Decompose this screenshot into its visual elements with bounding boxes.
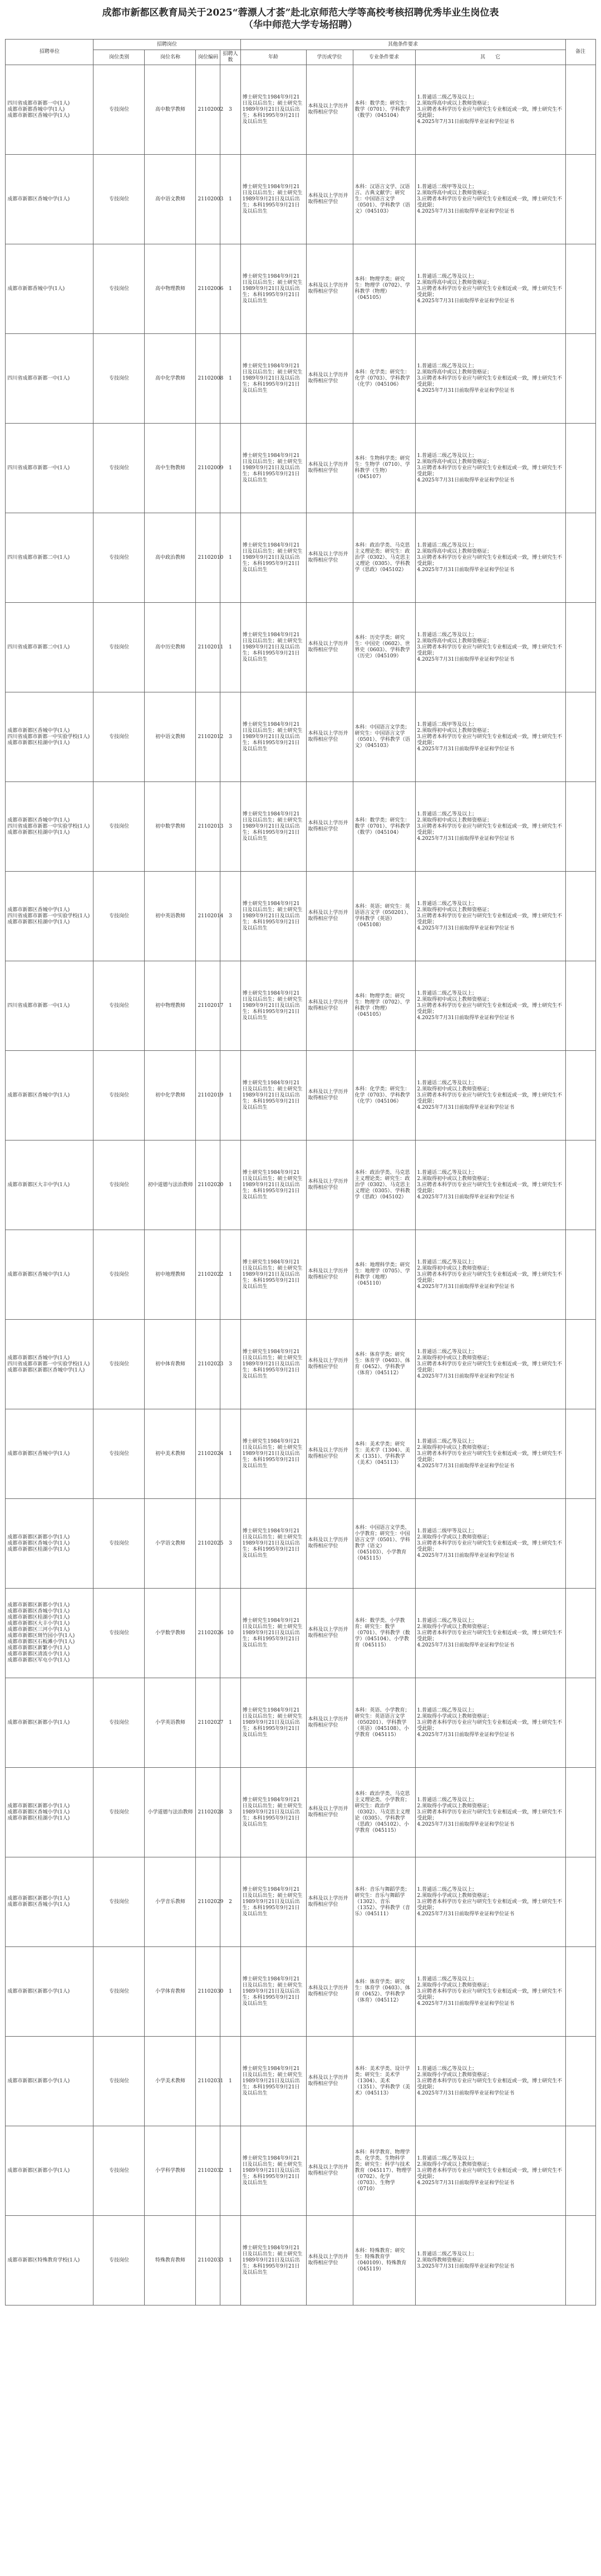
degree-cell: 本科及以上学历并取得相应学位 (306, 1409, 353, 1499)
post-type-cell: 专技岗位 (93, 782, 145, 872)
post-type-cell: 专技岗位 (93, 2216, 145, 2305)
header-other: 其 它 (415, 50, 565, 65)
post-name-cell: 高中历史教师 (145, 603, 196, 692)
count-cell: 3 (220, 1768, 240, 1857)
header-degree: 学历或学位 (306, 50, 353, 65)
age-cell: 博士研究生1984年9月21日及以后出生；硕士研究生1989年9月21日及以后出生；本科1995年9月21日及以后出生 (240, 1768, 306, 1857)
major-cell: 本科：物理学类；研究生：物理学（0702）、学科教学（物理）（045105） (353, 961, 415, 1051)
age-cell: 博士研究生1984年9月21日及以后出生；硕士研究生1989年9月21日及以后出生；本科1995年9月21日及以后出生 (240, 1051, 306, 1140)
other-cell: 1.普通话二级乙等及以上； 2.须取得初中或以上教师资格证； 3.应聘者本科学历专业应与研究生专业相近或一致，博士研究生不受此限； 4.2025年7月31日前取得毕业证和学位证书 (415, 782, 565, 872)
post-code-cell: 21102030 (196, 1947, 220, 2037)
major-cell: 本科：历史学类；研究生：中国史（0602）、世界史（0603）、学科教学（历史）（045109） (353, 603, 415, 692)
remark-cell (565, 244, 595, 334)
age-cell: 博士研究生1984年9月21日及以后出生；硕士研究生1989年9月21日及以后出生；本科1995年9月21日及以后出生 (240, 244, 306, 334)
unit-cell: 成都市新都区新都小学(1人) (6, 2037, 93, 2126)
header-count: 招聘人数 (220, 50, 240, 65)
unit-cell: 四川省成都市新都一中(1人) (6, 961, 93, 1051)
post-name-cell: 初中物理教师 (145, 961, 196, 1051)
post-type-cell: 专技岗位 (93, 961, 145, 1051)
degree-cell: 本科及以上学历并取得相应学位 (306, 65, 353, 155)
remark-cell (565, 2126, 595, 2216)
post-name-cell: 高中生物教师 (145, 424, 196, 513)
major-cell: 本科：中国语言文学类；研究生：中国语言文学（0501）、学科教学（语文）（045103） (353, 692, 415, 782)
table-row (6, 961, 595, 1051)
table-row (6, 1051, 595, 1140)
major-cell: 本科：政治学类、马克思主义理论类；研究生：政治学（0302）、马克思主义理论（0305）、学科教学（思政）（045102） (353, 513, 415, 603)
degree-cell: 本科及以上学历并取得相应学位 (306, 1140, 353, 1230)
degree-cell: 本科及以上学历并取得相应学位 (306, 1589, 353, 1678)
table-row (6, 1589, 595, 1678)
age-cell: 博士研究生1984年9月21日及以后出生；硕士研究生1989年9月21日及以后出生；本科1995年9月21日及以后出生 (240, 65, 306, 155)
table-row (6, 155, 595, 244)
other-cell: 1.普通话二级乙等及以上； 2.须取得小学或以上教师资格证； 3.应聘者本科学历专业应与研究生专业相近或一致，博士研究生不受此限； 4.2025年7月31日前取得毕业证和学位证书 (415, 1768, 565, 1857)
major-cell: 本科：英语；研究生：英语语言文学（050201）、学科教学（英语）（045108） (353, 872, 415, 961)
header-post-type: 岗位类别 (93, 50, 145, 65)
count-cell: 2 (220, 1857, 240, 1947)
post-code-cell: 21102023 (196, 1320, 220, 1409)
other-cell: 1.普通话二级乙等及以上； 2.须取得初中或以上教师资格证； 3.应聘者本科学历专业应与研究生专业相近或一致，博士研究生不受此限； 4.2025年7月31日前取得毕业证和学位证书 (415, 1140, 565, 1230)
table-row (6, 1499, 595, 1589)
degree-cell: 本科及以上学历并取得相应学位 (306, 1947, 353, 2037)
age-cell: 博士研究生1984年9月21日及以后出生；硕士研究生1989年9月21日及以后出生；本科1995年9月21日及以后出生 (240, 1409, 306, 1499)
post-name-cell: 高中语文教师 (145, 155, 196, 244)
other-cell: 1.普通话二级乙等及以上； 2.须取得初中或以上教师资格证； 3.应聘者本科学历专业应与研究生专业相近或一致，博士研究生不受此限； 4.2025年7月31日前取得毕业证和学位证书 (415, 1320, 565, 1409)
remark-cell (565, 1678, 595, 1768)
post-code-cell: 21102033 (196, 2216, 220, 2305)
degree-cell: 本科及以上学历并取得相应学位 (306, 692, 353, 782)
other-cell: 1.普通话二级乙等及以上； 2.须取得初中或以上教师资格证； 3.应聘者本科学历专业应与研究生专业相近或一致，博士研究生不受此限； 4.2025年7月31日前取得毕业证和学位证书 (415, 1409, 565, 1499)
remark-cell (565, 1768, 595, 1857)
post-type-cell: 专技岗位 (93, 1051, 145, 1140)
table-row (6, 782, 595, 872)
post-code-cell: 21102020 (196, 1140, 220, 1230)
table-row (6, 1320, 595, 1409)
count-cell: 3 (220, 872, 240, 961)
major-cell: 本科：英语、小学教育；研究生：英语语言文学（050201）、学科教学（英语）（045108）、小学教育（045115） (353, 1678, 415, 1768)
unit-cell: 成都市新都区香城中学(1人) 四川省成都市新都一中实验学校(1人) 成都市新都区桂湖中学(1人) (6, 782, 93, 872)
major-cell: 本科：美术学类、设计学类；研究生：美术学（1304）、美术（1351）、学科教学（美术）（045113） (353, 2037, 415, 2126)
other-cell: 1.普通话二级乙等及以上； 2.须取得高中或以上教师资格证； 3.应聘者本科学历专业应与研究生专业相近或一致，博士研究生不受此限； 4.2025年7月31日前取得毕业证和学位证书 (415, 334, 565, 424)
degree-cell: 本科及以上学历并取得相应学位 (306, 155, 353, 244)
post-name-cell: 初中体育教师 (145, 1320, 196, 1409)
unit-cell: 成都市新都区香城中学(1人) 四川省成都市新都一中实验学校(1人) 成都市新都区新都区香城中学(1人) (6, 1320, 93, 1409)
post-name-cell: 初中化学教师 (145, 1051, 196, 1140)
post-type-cell: 专技岗位 (93, 692, 145, 782)
remark-cell (565, 1051, 595, 1140)
major-cell: 本科：美术学类；研究生：美术学（1304）、美术（1351）、学科教学（美术）（045113） (353, 1409, 415, 1499)
post-type-cell: 专技岗位 (93, 1499, 145, 1589)
post-name-cell: 高中数学教师 (145, 65, 196, 155)
post-code-cell: 21102013 (196, 782, 220, 872)
age-cell: 博士研究生1984年9月21日及以后出生；硕士研究生1989年9月21日及以后出生；本科1995年9月21日及以后出生 (240, 1320, 306, 1409)
remark-cell (565, 1499, 595, 1589)
major-cell: 本科：汉语言文学、汉语言、古典文献学；研究生：中国语言文学（0501）、学科教学（语文）（045103） (353, 155, 415, 244)
degree-cell: 本科及以上学历并取得相应学位 (306, 603, 353, 692)
remark-cell (565, 872, 595, 961)
age-cell: 博士研究生1984年9月21日及以后出生；硕士研究生1989年9月21日及以后出生；本科1995年9月21日及以后出生 (240, 872, 306, 961)
post-type-cell: 专技岗位 (93, 1320, 145, 1409)
degree-cell: 本科及以上学历并取得相应学位 (306, 961, 353, 1051)
count-cell: 1 (220, 961, 240, 1051)
unit-cell: 成都市新都香城中学(1人) (6, 244, 93, 334)
remark-cell (565, 782, 595, 872)
degree-cell: 本科及以上学历并取得相应学位 (306, 1230, 353, 1320)
post-name-cell: 初中地理教师 (145, 1230, 196, 1320)
title-line-1: 成都市新都区教育局关于2025“蓉漂人才荟”赴北京师范大学等高校考核招聘优秀毕业生岗位表 (102, 7, 499, 18)
age-cell: 博士研究生1984年9月21日及以后出生；硕士研究生1989年9月21日及以后出生；本科1995年9月21日及以后出生 (240, 1947, 306, 2037)
unit-cell: 四川省成都市新都一中(1人) (6, 424, 93, 513)
major-cell: 本科：特殊教育；研究生：特殊教育学（040109）、特殊教育（045119） (353, 2216, 415, 2305)
major-cell: 本科：中国语言文学类、小学教育；研究生：中国语言文学（0501）、学科教学（语文）（045103）、小学教育（045115） (353, 1499, 415, 1589)
degree-cell: 本科及以上学历并取得相应学位 (306, 782, 353, 872)
post-code-cell: 21102011 (196, 603, 220, 692)
other-cell: 1.普通话二级乙等及以上； 2.须取得高中或以上教师资格证； 3.应聘者本科学历专业应与研究生专业相近或一致，博士研究生不受此限； 4.2025年7月31日前取得毕业证和学位证书 (415, 513, 565, 603)
major-cell: 本科：化学类；研究生：化学（0703）、学科教学（化学）（045106） (353, 1051, 415, 1140)
post-name-cell: 小学语文教师 (145, 1499, 196, 1589)
degree-cell: 本科及以上学历并取得相应学位 (306, 1857, 353, 1947)
post-name-cell: 高中化学教师 (145, 334, 196, 424)
remark-cell (565, 1947, 595, 2037)
table-row (6, 65, 595, 155)
age-cell: 博士研究生1984年9月21日及以后出生；硕士研究生1989年9月21日及以后出生；本科1995年9月21日及以后出生 (240, 513, 306, 603)
header-major: 专业条件要求 (353, 50, 415, 65)
count-cell: 1 (220, 1678, 240, 1768)
count-cell: 1 (220, 334, 240, 424)
post-type-cell: 专技岗位 (93, 1947, 145, 2037)
table-row (6, 603, 595, 692)
header-cond-group: 其他条件要求 (240, 40, 565, 50)
other-cell: 1.普通话二级乙等及以上； 2.须取得高中或以上教师资格证； 3.应聘者本科学历专业应与研究生专业相近或一致，博士研究生不受此限； 4.2025年7月31日前取得毕业证和学位证书 (415, 244, 565, 334)
post-name-cell: 小学数学教师 (145, 1589, 196, 1678)
count-cell: 1 (220, 1230, 240, 1320)
post-type-cell: 专技岗位 (93, 424, 145, 513)
count-cell: 3 (220, 65, 240, 155)
post-type-cell: 专技岗位 (93, 1678, 145, 1768)
age-cell: 博士研究生1984年9月21日及以后出生；硕士研究生1989年9月21日及以后出生；本科1995年9月21日及以后出生 (240, 603, 306, 692)
age-cell: 博士研究生1984年9月21日及以后出生；硕士研究生1989年9月21日及以后出生；本科1995年9月21日及以后出生 (240, 961, 306, 1051)
count-cell: 3 (220, 692, 240, 782)
table-row (6, 2216, 595, 2305)
unit-cell: 成都市新都区特殊教育学校(1人) (6, 2216, 93, 2305)
post-type-cell: 专技岗位 (93, 65, 145, 155)
unit-cell: 成都市新都区新都小学(1人) 成都市新都区香城小学(1人) 成都市新都区桂湖小学(1人) (6, 1768, 93, 1857)
degree-cell: 本科及以上学历并取得相应学位 (306, 1499, 353, 1589)
post-type-cell: 专技岗位 (93, 155, 145, 244)
age-cell: 博士研究生1984年9月21日及以后出生；硕士研究生1989年9月21日及以后出生；本科1995年9月21日及以后出生 (240, 1230, 306, 1320)
post-type-cell: 专技岗位 (93, 1857, 145, 1947)
post-name-cell: 初中数学教师 (145, 782, 196, 872)
post-name-cell: 小学美术教师 (145, 2037, 196, 2126)
degree-cell: 本科及以上学历并取得相应学位 (306, 872, 353, 961)
post-type-cell: 专技岗位 (93, 1230, 145, 1320)
unit-cell: 成都市新都区新都小学(1人) 成都市新都区香城小学(1人) 成都市新都区桂湖小学(1人) (6, 1499, 93, 1589)
header-remark: 备注 (565, 40, 595, 65)
count-cell: 1 (220, 1947, 240, 2037)
post-type-cell: 专技岗位 (93, 244, 145, 334)
post-type-cell: 专技岗位 (93, 2037, 145, 2126)
unit-cell: 四川省成都市新都二中(1人) (6, 603, 93, 692)
table-row (6, 1140, 595, 1230)
table-row (6, 513, 595, 603)
table-row (6, 1768, 595, 1857)
degree-cell: 本科及以上学历并取得相应学位 (306, 1320, 353, 1409)
post-name-cell: 特殊教育教师 (145, 2216, 196, 2305)
post-code-cell: 21102029 (196, 1857, 220, 1947)
unit-cell: 成都市新都区香城中学(1人) (6, 155, 93, 244)
degree-cell: 本科及以上学历并取得相应学位 (306, 424, 353, 513)
remark-cell (565, 334, 595, 424)
age-cell: 博士研究生1984年9月21日及以后出生；硕士研究生1989年9月21日及以后出生；本科1995年9月21日及以后出生 (240, 334, 306, 424)
age-cell: 博士研究生1984年9月21日及以后出生；硕士研究生1989年9月21日及以后出生；本科1995年9月21日及以后出生 (240, 2037, 306, 2126)
title-line-2: （华中师范大学专场招聘） (244, 19, 357, 31)
count-cell: 1 (220, 2216, 240, 2305)
age-cell: 博士研究生1984年9月21日及以后出生；硕士研究生1989年9月21日及以后出生；本科1995年9月21日及以后出生 (240, 1499, 306, 1589)
post-code-cell: 21102027 (196, 1678, 220, 1768)
post-name-cell: 小学音乐教师 (145, 1857, 196, 1947)
major-cell: 本科：科学教育、物理学类、化学类、生物科学类；研究生：科学与技术教育（045117）、物理学（0702）、化学（0703）、生物学（0710） (353, 2126, 415, 2216)
post-code-cell: 21102008 (196, 334, 220, 424)
other-cell: 1.普通话二级乙等及以上； 2.须取得初中或以上教师资格证； 3.应聘者本科学历专业应与研究生专业相近或一致，博士研究生不受此限； 4.2025年7月31日前取得毕业证和学位证书 (415, 961, 565, 1051)
remark-cell (565, 513, 595, 603)
unit-cell: 成都市新都区香城中学(1人) 四川省成都市新都一中实验学校(1人) 成都市新都区桂湖中学(1人) (6, 872, 93, 961)
unit-cell: 成都市新都区香城中学(1人) 四川省成都市新都一中实验学校(1人) 成都市新都区桂湖中学(1人) (6, 692, 93, 782)
post-code-cell: 21102022 (196, 1230, 220, 1320)
post-name-cell: 小学体育教师 (145, 1947, 196, 2037)
table-row (6, 2126, 595, 2216)
table-row (6, 1678, 595, 1768)
degree-cell: 本科及以上学历并取得相应学位 (306, 513, 353, 603)
page-title (0, 0, 601, 31)
count-cell: 1 (220, 2037, 240, 2126)
post-name-cell: 初中语文教师 (145, 692, 196, 782)
unit-cell: 成都市新都区新都小学(1人) 成都市新都区香城小学(1人) (6, 1857, 93, 1947)
remark-cell (565, 1140, 595, 1230)
table-row (6, 2037, 595, 2126)
major-cell: 本科：政治学类、马克思主义理论类；研究生：政治学（0302）、马克思主义理论（0305）、学科教学（思政）（045102） (353, 1140, 415, 1230)
other-cell: 1.普通话二级乙等及以上； 2.须取得高中或以上教师资格证； 3.应聘者本科学历专业应与研究生专业相近或一致，博士研究生不受此限； 4.2025年7月31日前取得毕业证和学位证书 (415, 603, 565, 692)
post-type-cell: 专技岗位 (93, 872, 145, 961)
degree-cell: 本科及以上学历并取得相应学位 (306, 2216, 353, 2305)
post-code-cell: 21102003 (196, 155, 220, 244)
other-cell: 1.普通话二级乙等及以上； 2.须取得小学或以上教师资格证； 3.应聘者本科学历专业应与研究生专业相近或一致，博士研究生不受此限； 4.2025年7月31日前取得毕业证和学位证书 (415, 2126, 565, 2216)
remark-cell (565, 65, 595, 155)
post-name-cell: 初中道德与法治教师 (145, 1140, 196, 1230)
other-cell: 1.普通话二级甲等及以上； 2.须取得小学或以上教师资格证； 3.应聘者本科学历专业应与研究生专业相近或一致，博士研究生不受此限； 4.2025年7月31日前取得毕业证和学位证书 (415, 1499, 565, 1589)
table-row (6, 424, 595, 513)
age-cell: 博士研究生1984年9月21日及以后出生；硕士研究生1989年9月21日及以后出生；本科1995年9月21日及以后出生 (240, 1140, 306, 1230)
other-cell: 1.普通话二级乙等及以上； 2.须取得小学或以上教师资格证； 3.应聘者本科学历专业应与研究生专业相近或一致，博士研究生不受此限； 4.2025年7月31日前取得毕业证和学位证书 (415, 2037, 565, 2126)
post-code-cell: 21102026 (196, 1589, 220, 1678)
age-cell: 博士研究生1984年9月21日及以后出生；硕士研究生1989年9月21日及以后出生；本科1995年9月21日及以后出生 (240, 1678, 306, 1768)
other-cell: 1.普通话二级甲等及以上； 2.须取得高中或以上教师资格证； 3.应聘者本科学历专业应与研究生专业相近或一致，博士研究生不受此限； 4.2025年7月31日前取得毕业证和学位证书 (415, 155, 565, 244)
table-row (6, 872, 595, 961)
remark-cell (565, 155, 595, 244)
major-cell: 本科：地理科学类；研究生：地理学（0705）、学科教学（地理）（045110） (353, 1230, 415, 1320)
major-cell: 本科：政治学类、马克思主义理论类、小学教育；研究生：政治学（0302）、马克思主义理论（0305）、学科教学（思政）（045102）、小学教育（045115） (353, 1768, 415, 1857)
unit-cell: 成都市新都区新都小学(1人) (6, 1678, 93, 1768)
count-cell: 1 (220, 244, 240, 334)
post-code-cell: 21102024 (196, 1409, 220, 1499)
header-unit: 招聘单位 (6, 40, 93, 65)
age-cell: 博士研究生1984年9月21日及以后出生；硕士研究生1989年9月21日及以后出生；本科1995年9月21日及以后出生 (240, 2216, 306, 2305)
other-cell: 1.普通话二级甲等及以上； 2.须取得初中或以上教师资格证； 3.应聘者本科学历专业应与研究生专业相近或一致，博士研究生不受此限； 4.2025年7月31日前取得毕业证和学位证书 (415, 692, 565, 782)
unit-cell: 成都市新都区新都小学(1人) (6, 2126, 93, 2216)
post-code-cell: 21102025 (196, 1499, 220, 1589)
count-cell: 1 (220, 603, 240, 692)
table-row (6, 1230, 595, 1320)
unit-cell: 成都市新都区大丰中学(1人) (6, 1140, 93, 1230)
other-cell: 1.普通话二级乙等及以上； 2.须取得小学或以上教师资格证； 3.应聘者本科学历专业应与研究生专业相近或一致，博士研究生不受此限； 4.2025年7月31日前取得毕业证和学位证书 (415, 1857, 565, 1947)
remark-cell (565, 1409, 595, 1499)
major-cell: 本科：数学类；研究生：数学（0701）、学科教学（数学）（045104） (353, 782, 415, 872)
remark-cell (565, 1589, 595, 1678)
age-cell: 博士研究生1984年9月21日及以后出生；硕士研究生1989年9月21日及以后出生；本科1995年9月21日及以后出生 (240, 692, 306, 782)
degree-cell: 本科及以上学历并取得相应学位 (306, 2126, 353, 2216)
post-code-cell: 21102014 (196, 872, 220, 961)
table-row (6, 1857, 595, 1947)
other-cell: 1.普通话二级乙等及以上； 2.须取得高中或以上教师资格证； 3.应聘者本科学历专业应与研究生专业相近或一致，博士研究生不受此限； 4.2025年7月31日前取得毕业证和学位证书 (415, 424, 565, 513)
count-cell: 1 (220, 513, 240, 603)
unit-cell: 成都市新都区香城中学(1人) (6, 1051, 93, 1140)
major-cell: 本科：体育学类；研究生：体育学（0403）、体育（0452）、学科教学（体育）（045112） (353, 1947, 415, 2037)
count-cell: 1 (220, 2126, 240, 2216)
degree-cell: 本科及以上学历并取得相应学位 (306, 334, 353, 424)
header-post-code: 岗位编码 (196, 50, 220, 65)
header-age: 年龄 (240, 50, 306, 65)
unit-cell: 成都市新都区新都小学(1人) (6, 1947, 93, 2037)
other-cell: 1.普通话二级乙等及以上； 2.须取得初中或以上教师资格证； 3.应聘者本科学历专业应与研究生专业相近或一致，博士研究生不受此限； 4.2025年7月31日前取得毕业证和学位证书 (415, 1230, 565, 1320)
unit-cell: 四川省成都市新都一中(1人) (6, 334, 93, 424)
count-cell: 1 (220, 1051, 240, 1140)
major-cell: 本科：数学类、小学教育；研究生：数学（0701）、学科教学（数学）（045104）、小学教育（045115） (353, 1589, 415, 1678)
post-type-cell: 专技岗位 (93, 2126, 145, 2216)
count-cell: 3 (220, 1499, 240, 1589)
post-type-cell: 专技岗位 (93, 603, 145, 692)
other-cell: 1.普通话二级乙等及以上； 2.须取得小学或以上教师资格证； 3.应聘者本科学历专业应与研究生专业相近或一致，博士研究生不受此限； 4.2025年7月31日前取得毕业证和学位证书 (415, 1678, 565, 1768)
degree-cell: 本科及以上学历并取得相应学位 (306, 244, 353, 334)
degree-cell: 本科及以上学历并取得相应学位 (306, 1051, 353, 1140)
remark-cell (565, 424, 595, 513)
age-cell: 博士研究生1984年9月21日及以后出生；硕士研究生1989年9月21日及以后出生；本科1995年9月21日及以后出生 (240, 424, 306, 513)
count-cell: 3 (220, 1320, 240, 1409)
post-name-cell: 小学科学教师 (145, 2126, 196, 2216)
post-type-cell: 专技岗位 (93, 334, 145, 424)
age-cell: 博士研究生1984年9月21日及以后出生；硕士研究生1989年9月21日及以后出生；本科1995年9月21日及以后出生 (240, 1589, 306, 1678)
post-code-cell: 21102019 (196, 1051, 220, 1140)
post-name-cell: 高中物理教师 (145, 244, 196, 334)
other-cell: 1.普通话二级乙等及以上； 2.须取得小学或以上教师资格证； 3.应聘者本科学历专业应与研究生专业相近或一致，博士研究生不受此限； 4.2025年7月31日前取得毕业证和学位证书 (415, 1947, 565, 2037)
table-row (6, 1409, 595, 1499)
post-code-cell: 21102012 (196, 692, 220, 782)
remark-cell (565, 2216, 595, 2305)
post-name-cell: 小学道德与法治教师 (145, 1768, 196, 1857)
age-cell: 博士研究生1984年9月21日及以后出生；硕士研究生1989年9月21日及以后出生；本科1995年9月21日及以后出生 (240, 782, 306, 872)
other-cell: 1.普通话二级乙等及以上； 2.须取得小学或以上教师资格证； 3.应聘者本科学历专业应与研究生专业相近或一致，博士研究生不受此限； 4.2025年7月31日前取得毕业证和学位证书 (415, 1589, 565, 1678)
post-type-cell: 专技岗位 (93, 1140, 145, 1230)
major-cell: 本科：化学类；研究生：化学（0703）、学科教学（化学）（045106） (353, 334, 415, 424)
post-name-cell: 初中美术教师 (145, 1409, 196, 1499)
post-type-cell: 专技岗位 (93, 1589, 145, 1678)
unit-cell: 四川省成都市新都一中(1人) 成都市新都香城中学(1人) 成都市新都区香城中学(1人) (6, 65, 93, 155)
major-cell: 本科：物理学类；研究生：物理学（0702）、学科教学（物理）（045105） (353, 244, 415, 334)
age-cell: 博士研究生1984年9月21日及以后出生；硕士研究生1989年9月21日及以后出生；本科1995年9月21日及以后出生 (240, 2126, 306, 2216)
post-type-cell: 专技岗位 (93, 1768, 145, 1857)
post-name-cell: 高中政治教师 (145, 513, 196, 603)
post-type-cell: 专技岗位 (93, 513, 145, 603)
other-cell: 1.普通话二级乙等及以上； 2.须取得初中或以上教师资格证； 3.应聘者本科学历专业应与研究生专业相近或一致，博士研究生不受此限； 4.2025年7月31日前取得毕业证和学位证书 (415, 872, 565, 961)
unit-cell: 成都市新都区香城中学(1人) (6, 1230, 93, 1320)
major-cell: 本科：音乐与舞蹈学类；研究生：音乐与舞蹈学（1302）、音乐（1352）、学科教学（音乐）（045111） (353, 1857, 415, 1947)
post-type-cell: 专技岗位 (93, 1409, 145, 1499)
post-code-cell: 21102032 (196, 2126, 220, 2216)
post-code-cell: 21102031 (196, 2037, 220, 2126)
other-cell: 1.普通话二级乙等及以上； 2.须取得高中或以上教师资格证； 3.应聘者本科学历专业应与研究生专业相近或一致，博士研究生不受此限； 4.2025年7月31日前取得毕业证和学位证书 (415, 65, 565, 155)
remark-cell (565, 1320, 595, 1409)
post-code-cell: 21102010 (196, 513, 220, 603)
other-cell: 1.普通话二级乙等及以上； 2.须取得初中或以上教师资格证； 3.应聘者本科学历专业应与研究生专业相近或一致，博士研究生不受此限； 4.2025年7月31日前取得毕业证和学位证书 (415, 1051, 565, 1140)
major-cell: 本科：数学类；研究生：数学（0701）、学科教学（数学）（045104） (353, 65, 415, 155)
table-row (6, 334, 595, 424)
age-cell: 博士研究生1984年9月21日及以后出生；硕士研究生1989年9月21日及以后出生；本科1995年9月21日及以后出生 (240, 1857, 306, 1947)
other-cell: 1.普通话二级乙等及以上； 2.须取得教师资格证； 3.2025年7月31日前取得毕业证和学位证书 (415, 2216, 565, 2305)
header-post-group: 招聘岗位 (93, 40, 240, 50)
remark-cell (565, 692, 595, 782)
table-row (6, 692, 595, 782)
post-code-cell: 21102017 (196, 961, 220, 1051)
post-code-cell: 21102002 (196, 65, 220, 155)
unit-cell: 成都市新都区新都小学(1人) 成都市新都区香城小学(1人) 成都市新都区桂湖小学(1人) 成都市新都区大丰小学(1人) 成都市新都区三河小学(1人) 成都市新都区斑竹园小学(1人) 成都市新都区石板滩小学(1人) 成都市新都区新繁小学(1人) 成都市新都区清流小学(1人) 成都市新都区军屯小学(1人) (6, 1589, 93, 1678)
count-cell: 10 (220, 1589, 240, 1678)
post-code-cell: 21102009 (196, 424, 220, 513)
post-code-cell: 21102006 (196, 244, 220, 334)
post-name-cell: 初中英语教师 (145, 872, 196, 961)
remark-cell (565, 603, 595, 692)
degree-cell: 本科及以上学历并取得相应学位 (306, 1768, 353, 1857)
degree-cell: 本科及以上学历并取得相应学位 (306, 1678, 353, 1768)
recruitment-table (5, 39, 595, 2305)
age-cell: 博士研究生1984年9月21日及以后出生；硕士研究生1989年9月21日及以后出生；本科1995年9月21日及以后出生 (240, 155, 306, 244)
count-cell: 1 (220, 1409, 240, 1499)
remark-cell (565, 1230, 595, 1320)
remark-cell (565, 2037, 595, 2126)
post-name-cell: 小学英语教师 (145, 1678, 196, 1768)
unit-cell: 四川省成都市新都二中(1人) (6, 513, 93, 603)
remark-cell (565, 961, 595, 1051)
count-cell: 1 (220, 155, 240, 244)
table-row (6, 244, 595, 334)
remark-cell (565, 1857, 595, 1947)
count-cell: 1 (220, 424, 240, 513)
table-row (6, 1947, 595, 2037)
major-cell: 本科：生物科学类；研究生：生物学（0710）、学科教学（生物）（045107） (353, 424, 415, 513)
degree-cell: 本科及以上学历并取得相应学位 (306, 2037, 353, 2126)
header-post-name: 岗位名称 (145, 50, 196, 65)
unit-cell: 成都市新都区香城中学(1人) (6, 1409, 93, 1499)
major-cell: 本科：体育学类；研究生：体育学（0403）、体育（0452）、学科教学（体育）（045112） (353, 1320, 415, 1409)
count-cell: 1 (220, 1140, 240, 1230)
count-cell: 3 (220, 782, 240, 872)
post-code-cell: 21102028 (196, 1768, 220, 1857)
